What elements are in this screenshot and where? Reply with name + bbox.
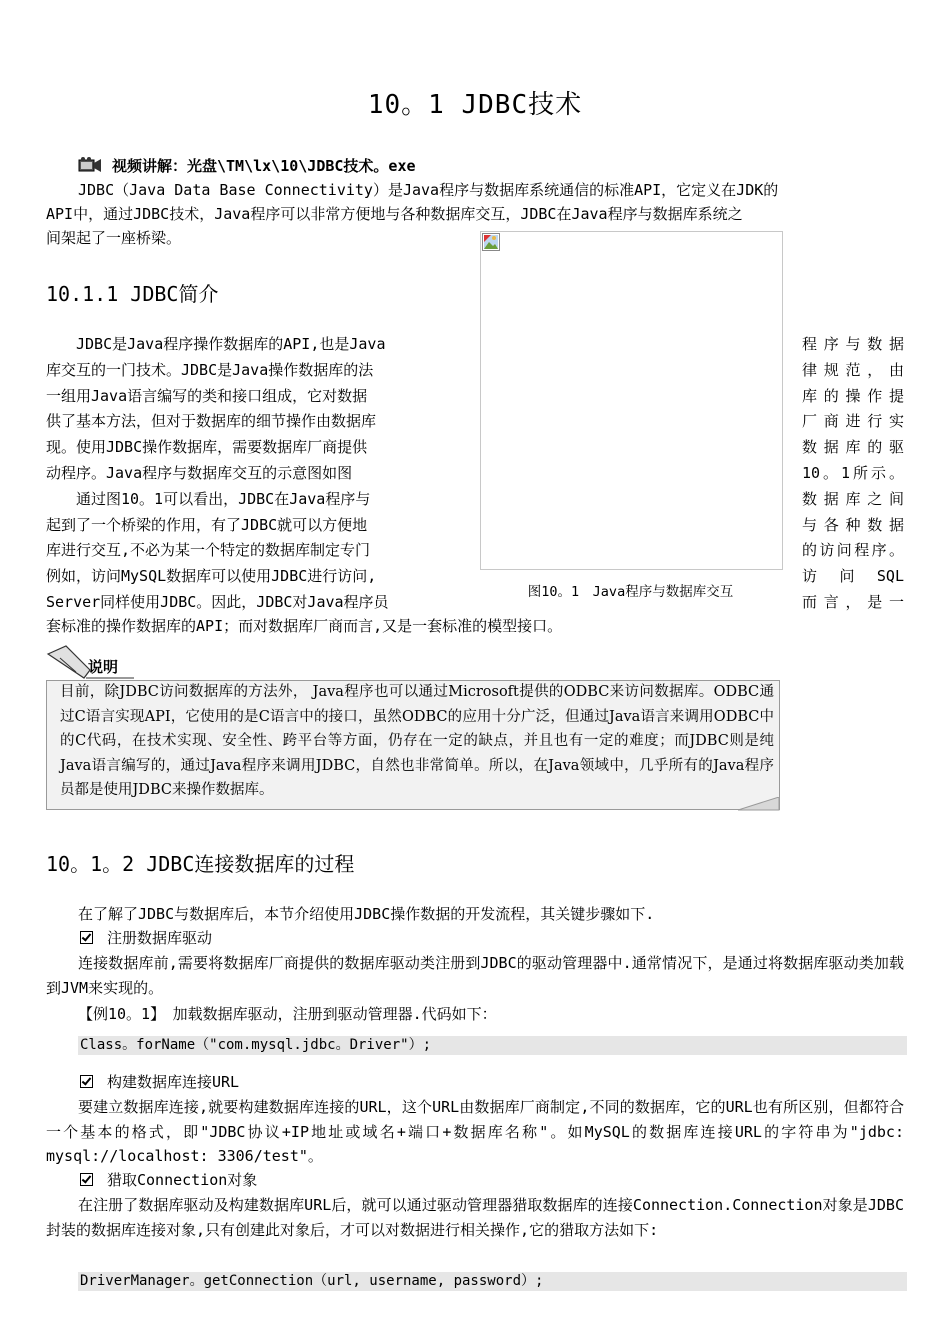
section-heading-1012: 10。1。2 JDBC连接数据库的过程 bbox=[46, 852, 355, 876]
section1-left-line: 一组用Java语言编写的类和接口组成，它对数据 bbox=[46, 386, 368, 405]
step1-text: 连接数据库前,需要将数据库厂商提供的数据库驱动类注册到JDBC的驱动管理器中.通常情况下，是通过将数据库驱动类加载到JVM来实现的。 bbox=[46, 954, 904, 997]
section1-right-column bbox=[802, 332, 904, 616]
figure-frame bbox=[480, 231, 783, 570]
section1-right-line: 数据库的驱 bbox=[802, 438, 904, 457]
checkbox-checked-icon bbox=[80, 931, 93, 944]
intro-line-3: 间架起了一座桥梁。 bbox=[46, 229, 182, 247]
section1-left-column bbox=[46, 332, 448, 616]
section1-right-line: 库的操作提 bbox=[802, 386, 904, 405]
step3-heading bbox=[46, 1168, 938, 1192]
section1-right-line: 厂商进行实 bbox=[802, 412, 904, 431]
section-heading-1011: 10.1.1 JDBC简介 bbox=[46, 282, 219, 306]
step1-label: 注册数据库驱动 bbox=[107, 929, 213, 947]
checkbox-checked-icon bbox=[80, 1173, 93, 1186]
section1-right-line: 数据库之间 bbox=[802, 489, 904, 508]
section1-last-line: 套标准的操作数据库的API；而对数据库厂商而言,又是一套标准的模型接口。 bbox=[46, 617, 563, 635]
section1-left-line: Server同样使用JDBC。因此，JDBC对Java程序员 bbox=[46, 592, 389, 611]
section1-left-line: 起到了一个桥梁的作用，有了JDBC就可以方便地 bbox=[46, 515, 368, 534]
section1-right-line: 与各种数据 bbox=[802, 515, 904, 534]
section1-left-line: 供了基本方法，但对于数据库的细节操作由数据库 bbox=[46, 412, 377, 431]
video-icon bbox=[78, 156, 102, 174]
section1-left-line: 通过图10。1可以看出，JDBC在Java程序与 bbox=[46, 489, 371, 508]
code-block-1: Class。forName（"com.mysql.jdbc。Driver"）; bbox=[78, 1036, 907, 1055]
code-block-2: DriverManager。getConnection（url, username, password）; bbox=[78, 1272, 907, 1291]
step2-heading bbox=[46, 1070, 938, 1094]
section1-left-line: 现。使用JDBC操作数据库，需要数据库厂商提供 bbox=[46, 438, 368, 457]
section1-left-line: 动程序。Java程序与数据库交互的示意图如图 bbox=[46, 463, 353, 482]
step3-text: 在注册了数据库驱动及构建数据库URL后，就可以通过驱动管理器猎取数据库的连接Connection.Connection对象是JDBC封装的数据库连接对象,只有创建此对象后，才可以对数据进行相关操作,它的猎取方法如下: bbox=[46, 1196, 904, 1239]
step2-text: 要建立数据库连接,就要构建数据库连接的URL，这个URL由数据库厂商制定,不同的数据库，它的URL也有所区别，但都符合一个基本的格式，即"JDBC协议+IP地址或域名+端口+数据库名称"。如MySQL的数据库连接URL的字符串为"jdbc: mysql://localhost: 3306/test"。 bbox=[46, 1098, 904, 1165]
example-label: 【例10。1】 加载数据库驱动，注册到驱动管理器.代码如下： bbox=[78, 1005, 497, 1023]
page-title: 10。1 JDBC技术 bbox=[367, 90, 583, 120]
note-label: 说明 bbox=[88, 658, 119, 676]
video-label: 视频讲解：光盘\TM\lx\10\JDBC技术。exe bbox=[112, 157, 416, 175]
figure-caption: 图10。1 Java程序与数据库交互 bbox=[527, 584, 734, 600]
step1-heading bbox=[46, 926, 938, 950]
section1-left-line: 库交互的一门技术。JDBC是Java操作数据库的法 bbox=[46, 360, 374, 379]
intro-line-2: API中，通过JDBC技术，Java程序可以非常方便地与各种数据库交互，JDBC在Java程序与数据库系统之 bbox=[46, 205, 743, 223]
section1-left-line: 库进行交互,不必为某一个特定的数据库制定专门 bbox=[46, 541, 371, 560]
section1-right-line: 程序与数据 bbox=[802, 335, 904, 353]
section2-intro: 在了解了JDBC与数据库后，本节介绍使用JDBC操作数据的开发流程，其关键步骤如下. bbox=[78, 905, 655, 923]
section1-right-line: 访 问 SQL bbox=[802, 567, 904, 586]
section1-left-line: 例如，访问MySQL数据库可以使用JDBC进行访问, bbox=[46, 567, 377, 586]
section1-right-line: 律规范，由 bbox=[802, 360, 904, 379]
note-text: 目前，除JDBC访问数据库的方法外， Java程序也可以通过Microsoft提供的ODBC来访问数据库。ODBC通过C语言实现API，它使用的是C语言中的接口，虽然ODBC的应用十分广泛，但通过Java语言来调用ODBC中的C代码，在技术实现、安全性、跨平台等方面，仍存在一定的缺点，并且也有一定的难度；而JDBC则是纯Java语言编写的，通过Java程序来调用JDBC，自然也非常简单。所以，在Java领域中，几乎所有的Java程序员都是使用JDBC来操作数据库。 bbox=[60, 684, 774, 799]
section1-right-line: 而言，是一 bbox=[802, 592, 904, 611]
step3-label: 猎取Connection对象 bbox=[107, 1171, 258, 1189]
section1-right-line: 10。1所示。 bbox=[802, 463, 904, 482]
step2-label: 构建数据库连接URL bbox=[107, 1073, 240, 1091]
intro-line-1: JDBC（Java Data Base Connectivity）是Java程序与数据库系统通信的标准API，它定义在JDK的 bbox=[78, 181, 779, 199]
note-page-curl bbox=[738, 796, 780, 810]
checkbox-checked-icon bbox=[80, 1075, 93, 1088]
broken-image-icon bbox=[482, 233, 500, 251]
section1-right-line: 的访问程序。 bbox=[802, 541, 904, 560]
section1-left-line: JDBC是Java程序操作数据库的API,也是Java bbox=[46, 335, 386, 353]
